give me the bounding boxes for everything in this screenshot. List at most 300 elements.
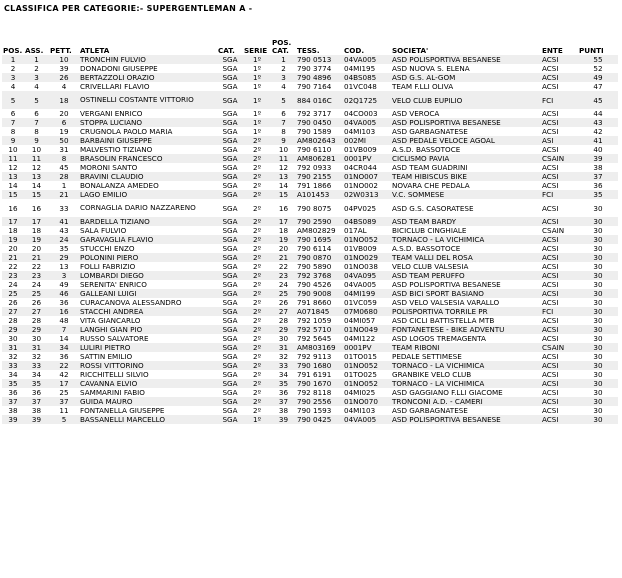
cell-cod: 017AL [343,226,391,235]
cell-pos-cat: 3 [271,73,296,82]
cell-ente: CSAIN [541,226,578,235]
cell-punti: 30 [578,235,618,244]
table-row [2,73,618,82]
cell-cat: SGA [217,109,243,118]
cell-pett: 46 [49,289,79,298]
cell-tess: 790 2155 [296,172,343,181]
table-row [2,361,618,370]
cell-pos: 6 [2,109,24,118]
cell-societa: VELO CLUB VALSESIA [391,262,541,271]
cell-tess: 790 6110 [296,145,343,154]
cell-pos-cat: 19 [271,235,296,244]
cell-ente: ACSI [541,361,578,370]
table-row [2,379,618,388]
cell-ass: 12 [24,163,49,172]
header-societa: SOCIETA' [392,46,429,55]
cell-pett: 36 [49,298,79,307]
cell-pos-cat: 34 [271,370,296,379]
cell-tess: 790 0450 [296,118,343,127]
cell-cat: SGA [217,262,243,271]
table-row [2,91,618,109]
cell-pos: 36 [2,388,24,397]
cell-ente: ACSI [541,145,578,154]
cell-pett: 36 [49,352,79,361]
cell-pos-cat: 22 [271,262,296,271]
cell-punti: 30 [578,253,618,262]
cell-societa: ASD NUOVA S. ELENA [391,64,541,73]
cell-atleta: BARDELLA TIZIANO [79,217,217,226]
cell-societa: NOVARA CHE PEDALA [391,181,541,190]
cell-ente: ACSI [541,298,578,307]
cell-societa: A.S.D. BASSOTOCE [391,244,541,253]
cell-pett: 1 [49,181,79,190]
table-row [2,280,618,289]
table-row [2,307,618,316]
cell-cod: 04MI103 [343,127,391,136]
cell-pos: 18 [2,226,24,235]
cell-cod: 01VB009 [343,244,391,253]
table-row [2,397,618,406]
cell-serie: 2º [243,307,271,316]
cell-cat: SGA [217,370,243,379]
cell-ente: ACSI [541,172,578,181]
cell-societa: TEAM F.LLI OLIVA [391,82,541,91]
cell-tess: A071845 [296,307,343,316]
cell-atleta: MALVESTIO TIZIANO [79,145,217,154]
cell-pos: 4 [2,82,24,91]
table-row [2,154,618,163]
header-atleta: ATLETA [80,46,110,55]
cell-ass: 5 [24,91,49,109]
cell-ass: 33 [24,361,49,370]
results-table [2,37,618,424]
cell-pos-cat: 28 [271,316,296,325]
cell-serie: 2º [243,262,271,271]
table-row [2,181,618,190]
cell-pos-cat: 1 [271,55,296,64]
cell-pos-cat: 27 [271,307,296,316]
cell-pos-cat: 5 [271,91,296,109]
cell-ass: 18 [24,226,49,235]
cell-pos: 27 [2,307,24,316]
cell-tess: 790 0870 [296,253,343,262]
cell-cod: 04MI057 [343,316,391,325]
table-row [2,136,618,145]
cell-ass: 3 [24,73,49,82]
cell-ente: FCI [541,91,578,109]
cell-tess: 792 5645 [296,334,343,343]
cell-punti: 30 [578,217,618,226]
cell-punti: 30 [578,388,618,397]
cell-cat: SGA [217,388,243,397]
cell-tess: 790 5890 [296,262,343,271]
cell-societa: ASD GAGGIANO F.LLI GIACOME [391,388,541,397]
cell-serie: 2º [243,172,271,181]
cell-pett: 11 [49,406,79,415]
cell-pos: 11 [2,154,24,163]
table-row [2,145,618,154]
cell-cod: 04MI103 [343,406,391,415]
table-row [2,226,618,235]
cell-ass: 32 [24,352,49,361]
cell-pos-cat: 33 [271,361,296,370]
cell-pos-cat: 24 [271,280,296,289]
cell-punti: 30 [578,244,618,253]
cell-cod: 04VA005 [343,415,391,424]
cell-societa: PEDALE SETTIMESE [391,352,541,361]
cell-pett: 37 [49,397,79,406]
cell-serie: 2º [243,181,271,190]
cell-cod: 04MI122 [343,334,391,343]
cell-societa: GRANBIKE VELO CLUB [391,370,541,379]
cell-cod: 0001PV [343,343,391,352]
cell-atleta: LANGHI GIAN PIO [79,325,217,334]
cell-atleta: LAGO EMILIO [79,190,217,199]
cell-ass: 34 [24,370,49,379]
cell-atleta: STOPPA LUCIANO [79,118,217,127]
cell-pos-cat: 10 [271,145,296,154]
cell-cat: SGA [217,55,243,64]
cell-cat: SGA [217,91,243,109]
cell-ass: 26 [24,298,49,307]
cell-serie: 2º [243,352,271,361]
cell-ente: ACSI [541,244,578,253]
cell-pett: 50 [49,136,79,145]
cell-societa: ASD G.S. AL-GOM [391,73,541,82]
table-row [2,406,618,415]
header-ente: ENTE [542,46,563,55]
cell-atleta: BASSANELLI MARCELLO [79,415,217,424]
cell-serie: 2º [243,190,271,199]
cell-pos: 35 [2,379,24,388]
cell-punti: 30 [578,298,618,307]
cell-pett: 42 [49,370,79,379]
cell-ass: 13 [24,172,49,181]
cell-societa: TRONCONI A.D. - CAMERI [391,397,541,406]
cell-tess: AM806281 [296,154,343,163]
cell-punti: 55 [578,55,618,64]
table-row [2,244,618,253]
cell-pos-cat: 16 [271,199,296,217]
cell-pett: 26 [49,73,79,82]
cell-atleta: LOMBARDI DIEGO [79,271,217,280]
cell-pett: 19 [49,127,79,136]
cell-cat: SGA [217,253,243,262]
cell-pos: 38 [2,406,24,415]
table-row [2,82,618,91]
cell-ente: ACSI [541,181,578,190]
cell-cod: 07M0680 [343,307,391,316]
cell-ente: ACSI [541,352,578,361]
cell-atleta: CRIVELLARI FLAVIO [79,82,217,91]
cell-pos: 25 [2,289,24,298]
cell-pett: 4 [49,82,79,91]
cell-societa: ASD POLISPORTIVA BESANESE [391,280,541,289]
cell-tess: 790 3774 [296,64,343,73]
cell-ass: 38 [24,406,49,415]
cell-pos: 10 [2,145,24,154]
cell-pos: 8 [2,127,24,136]
cell-societa: ASD TEAM PERUFFO [391,271,541,280]
cell-pett: 31 [49,145,79,154]
cell-serie: 2º [243,235,271,244]
cell-cat: SGA [217,154,243,163]
cell-atleta: STUCCHI ENZO [79,244,217,253]
cell-ente: ACSI [541,397,578,406]
cell-pett: 41 [49,217,79,226]
cell-pett: 20 [49,109,79,118]
cell-punti: 30 [578,226,618,235]
cell-punti: 30 [578,280,618,289]
cell-ass: 6 [24,109,49,118]
cell-pett: 21 [49,190,79,199]
cell-cat: SGA [217,397,243,406]
cell-tess: 790 4896 [296,73,343,82]
cell-cod: 04MI199 [343,289,391,298]
cell-punti: 30 [578,199,618,217]
cell-cat: SGA [217,379,243,388]
cell-atleta: ROSSI VITTORINO [79,361,217,370]
cell-pos: 34 [2,370,24,379]
cell-pos-cat: 25 [271,289,296,298]
cell-punti: 38 [578,163,618,172]
cell-cod: 01VB009 [343,145,391,154]
cell-pos-cat: 36 [271,388,296,397]
cell-cod: 02Q1725 [343,91,391,109]
cell-pos: 24 [2,280,24,289]
cell-punti: 30 [578,397,618,406]
cell-ass: 22 [24,262,49,271]
cell-cod: 01NO049 [343,325,391,334]
cell-cod: 01NO038 [343,262,391,271]
cell-punti: 45 [578,91,618,109]
cell-cod: 01NO002 [343,181,391,190]
cell-pett: 10 [49,55,79,64]
cell-tess: 791 6191 [296,370,343,379]
cell-ente: ACSI [541,289,578,298]
cell-tess: 790 1670 [296,379,343,388]
cell-atleta: CORNAGLIA DARIO NAZZARENO [79,199,217,217]
cell-cod: 002MI [343,136,391,145]
cell-cod: 01NO070 [343,397,391,406]
cell-punti: 30 [578,325,618,334]
cell-cat: SGA [217,352,243,361]
cell-atleta: BRAVINI CLAUDIO [79,172,217,181]
table-row [2,55,618,64]
cell-pos: 12 [2,163,24,172]
cell-serie: 1º [243,82,271,91]
cell-societa: VELO CLUB EUPILIO [391,91,541,109]
cell-punti: 30 [578,352,618,361]
cell-societa: ASD LOGOS TREMAGENTA [391,334,541,343]
cell-cat: SGA [217,64,243,73]
cell-societa: CICLISMO PAVIA [391,154,541,163]
cell-ente: ACSI [541,118,578,127]
cell-ass: 21 [24,253,49,262]
cell-pos-cat: 32 [271,352,296,361]
table-header-row [2,37,618,55]
cell-serie: 2º [243,379,271,388]
cell-ente: ACSI [541,73,578,82]
cell-ass: 17 [24,217,49,226]
cell-serie: 2º [243,334,271,343]
cell-pos-cat: 7 [271,118,296,127]
cell-pos: 30 [2,334,24,343]
cell-serie: 1º [243,64,271,73]
cell-pos: 28 [2,316,24,325]
cell-pos: 26 [2,298,24,307]
cell-atleta: POLONINI PIERO [79,253,217,262]
cell-ass: 9 [24,136,49,145]
header-punti: PUNTI [579,46,604,55]
cell-serie: 2º [243,361,271,370]
cell-cat: SGA [217,307,243,316]
cell-ass: 24 [24,280,49,289]
cell-ass: 25 [24,289,49,298]
cell-societa: ASD GARBAGNATESE [391,127,541,136]
cell-ass: 23 [24,271,49,280]
table-row [2,298,618,307]
cell-serie: 2º [243,325,271,334]
cell-ente: ACSI [541,415,578,424]
cell-pett: 8 [49,154,79,163]
cell-ente: ACSI [541,253,578,262]
cell-cod: 01NO029 [343,253,391,262]
cell-serie: 2º [243,343,271,352]
cell-ente: ACSI [541,325,578,334]
cell-pos-cat: 29 [271,325,296,334]
cell-ass: 37 [24,397,49,406]
cell-cod: 01NO007 [343,172,391,181]
cell-cod: 01NO052 [343,235,391,244]
cell-punti: 30 [578,406,618,415]
cell-ente: ACSI [541,82,578,91]
table-row [2,415,618,424]
cell-serie: 2º [243,298,271,307]
cell-pett: 24 [49,235,79,244]
cell-cat: SGA [217,136,243,145]
cell-punti: 40 [578,145,618,154]
cell-punti: 30 [578,289,618,298]
cell-punti: 30 [578,334,618,343]
cell-ass: 30 [24,334,49,343]
cell-serie: 2º [243,289,271,298]
cell-tess: 792 8118 [296,388,343,397]
cell-ente: ACSI [541,109,578,118]
cell-pos: 1 [2,55,24,64]
cell-pos-cat: 26 [271,298,296,307]
cell-cod: 04VA005 [343,280,391,289]
cell-tess: 792 9113 [296,352,343,361]
cell-societa: TEAM VALLI DEL ROSA [391,253,541,262]
header-tess: TESS. [297,46,320,55]
cell-cat: SGA [217,127,243,136]
cell-pos: 31 [2,343,24,352]
cell-pos-cat: 18 [271,226,296,235]
table-row [2,118,618,127]
cell-cat: SGA [217,316,243,325]
cell-societa: ASD POLISPORTIVA BESANESE [391,55,541,64]
cell-ass: 7 [24,118,49,127]
cell-pos-cat: 35 [271,379,296,388]
cell-serie: 1º [243,109,271,118]
cell-serie: 2º [243,316,271,325]
cell-ass: 28 [24,316,49,325]
cell-tess: 790 8075 [296,199,343,217]
cell-cod: 0001PV [343,154,391,163]
cell-pett: 3 [49,271,79,280]
cell-cod: 04BS089 [343,217,391,226]
cell-cat: SGA [217,172,243,181]
cell-ass: 14 [24,181,49,190]
cell-pos: 7 [2,118,24,127]
table-row [2,370,618,379]
cell-serie: 1º [243,55,271,64]
cell-pos: 2 [2,64,24,73]
cell-ente: ACSI [541,316,578,325]
table-row [2,190,618,199]
cell-pett: 28 [49,172,79,181]
cell-cat: SGA [217,298,243,307]
cell-pos-cat: 9 [271,136,296,145]
cell-ente: ACSI [541,55,578,64]
cell-cat: SGA [217,289,243,298]
cell-tess: 884 016C [296,91,343,109]
cell-pos: 13 [2,172,24,181]
cell-atleta: CURACANOVA ALESSANDRO [79,298,217,307]
cell-ass: 11 [24,154,49,163]
cell-societa: ASD BICI SPORT BASIANO [391,289,541,298]
cell-pett: 48 [49,316,79,325]
cell-punti: 42 [578,127,618,136]
cell-pett: 34 [49,343,79,352]
table-row [2,127,618,136]
cell-cat: SGA [217,118,243,127]
cell-pos-cat: 8 [271,127,296,136]
cell-atleta: STACCHI ANDREA [79,307,217,316]
cell-cat: SGA [217,190,243,199]
cell-atleta: LULIRI PIETRO [79,343,217,352]
cell-tess: 790 1589 [296,127,343,136]
cell-atleta: BARBAINI GIUSEPPE [79,136,217,145]
cell-punti: 30 [578,379,618,388]
cell-tess: AM802829 [296,226,343,235]
cell-societa: TORNACO - LA VICHIMICA [391,361,541,370]
cell-pett: 29 [49,253,79,262]
cell-ente: ACSI [541,379,578,388]
cell-cod: 02W0313 [343,190,391,199]
cell-ass: 29 [24,325,49,334]
cell-ente: ACSI [541,127,578,136]
cell-societa: V.C. SOMMESE [391,190,541,199]
cell-ass: 19 [24,235,49,244]
cell-cod: 04VA005 [343,118,391,127]
cell-ente: CSAIN [541,154,578,163]
cell-societa: ASD POLISPORTIVA BESANESE [391,415,541,424]
page-title: CLASSIFICA PER CATEGORIE:- SUPERGENTLEMAN A - [4,4,253,13]
cell-atleta: SALA FULVIO [79,226,217,235]
cell-societa: ASD PEDALE VELOCE AGOAL [391,136,541,145]
cell-ente: ACSI [541,235,578,244]
cell-pos: 29 [2,325,24,334]
cell-pos: 5 [2,91,24,109]
cell-ente: ACSI [541,280,578,289]
cell-serie: 2º [243,370,271,379]
cell-pett: 14 [49,334,79,343]
cell-pett: 5 [49,415,79,424]
cell-tess: 792 3768 [296,271,343,280]
cell-cod: 01NO052 [343,361,391,370]
